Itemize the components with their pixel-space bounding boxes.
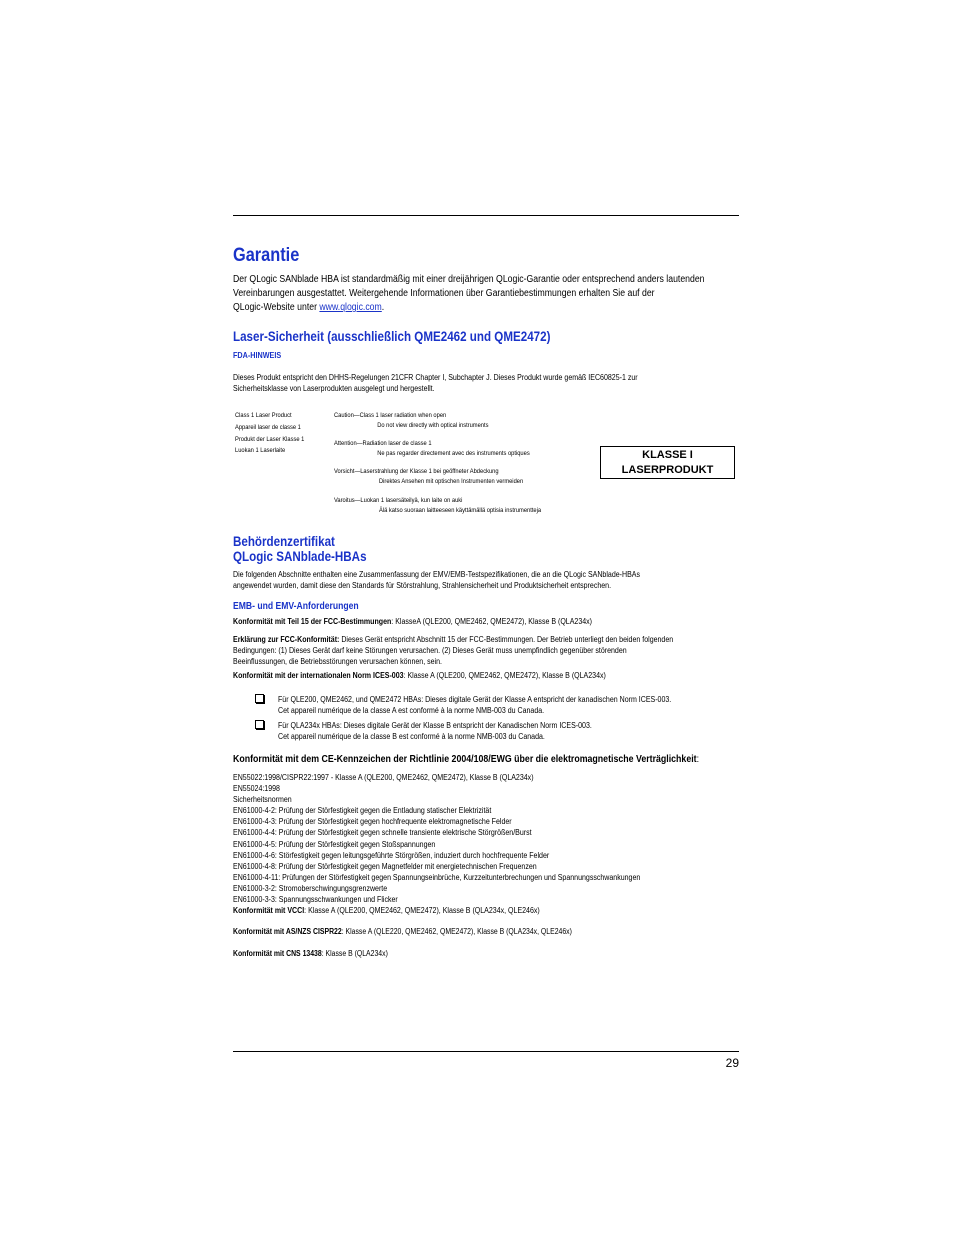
laser-warning-fr xyxy=(334,439,530,459)
laser-class-box-line: LASERPRODUKT xyxy=(621,464,714,476)
intro-suffix: . xyxy=(381,302,385,313)
laser-warning-en xyxy=(334,411,488,431)
en-standards-list xyxy=(233,772,640,916)
vcci-line xyxy=(233,905,640,916)
warning-title: Vorsicht—Laserstrahlung der Klasse 1 bei geöffneter Abdeckung xyxy=(334,468,499,475)
asnzs-text: : Klasse A (QLE220, QME2462, QME2472), Klasse B (QLA234x, QLE246x) xyxy=(341,927,572,936)
intro-paragraph xyxy=(233,273,705,315)
ices-label: Konformität mit der internationalen Norm ICES-003 xyxy=(233,671,404,680)
warning-title: Caution—Class 1 laser radiation when open xyxy=(334,412,447,419)
cns-line xyxy=(233,948,388,959)
laser-class-label: Produkt der Laser Klasse 1 xyxy=(235,435,305,443)
fcc-part15-label: Konformität mit Teil 15 der FCC-Bestimmungen xyxy=(233,617,392,626)
warning-title: Attention—Radiation laser de classe 1 xyxy=(334,440,432,447)
list-item xyxy=(278,694,671,716)
intro-line: Vereinbarungen ausgestattet. Weitergehende Informationen über Garantiebestimmungen erhalten Sie auf der xyxy=(233,288,655,299)
cns-label: Konformität mit CNS 13438 xyxy=(233,949,322,958)
checkbox-bullet-icon xyxy=(255,720,264,729)
asnzs-label: Konformität mit AS/NZS CISPR22 xyxy=(233,927,342,936)
page-title: Garantie xyxy=(233,245,300,266)
list-item-line: Cet appareil numérique de la classe B est conformé à la norme NMB-003 du Canada. xyxy=(278,732,545,741)
asnzs-line xyxy=(233,926,572,937)
ce-conformity-label: Konformität mit dem CE-Kennzeichen der Richtlinie 2004/108/EWG über die elektromagnetische Verträglichkeit xyxy=(233,754,697,765)
certification-heading-line: QLogic SANblade-HBAs xyxy=(233,549,367,564)
fda-notice-label: FDA-HINWEIS xyxy=(233,350,282,360)
laser-paragraph-line: Dieses Produkt entspricht den DHHS-Regelungen 21CFR Chapter I, Subchapter J. Dieses Produkt wurde gemäß IEC60825-1 zur xyxy=(233,373,638,382)
en-standard-line: EN61000-4-6: Störfestigkeit gegen leitungsgeführte Störgrößen, induziert durch hochfrequente Felder xyxy=(233,850,550,860)
en-standard-line: Sicherheitsnormen xyxy=(233,795,292,805)
list-item-line: Für QLE200, QME2462, und QME2472 HBAs: Dieses digitale Gerät der Klasse A entspricht der kanadischen Norm ICES-003. xyxy=(278,695,672,704)
fcc-declaration-text: Dieses Gerät entspricht Abschnitt 15 der FCC-Bestimmungen. Der Betrieb unterliegt den beiden folgenden xyxy=(339,635,674,644)
fcc-declaration-line: Bedingungen: (1) Dieses Gerät darf keine Störungen verursachen. (2) Dieses Gerät muss unempfindlich gegenüber störenden xyxy=(233,646,627,655)
fcc-declaration-label: Erklärung zur FCC-Konformität: xyxy=(233,635,340,644)
laser-paragraph-line: Sicherheitsklasse von Laserprodukten ausgelegt und hergestellt. xyxy=(233,384,435,393)
en-standard-line: EN61000-4-2: Prüfung der Störfestigkeit gegen die Entladung statischer Elektrizität xyxy=(233,806,492,816)
fcc-declaration xyxy=(233,634,673,667)
en-standard-line: EN55022:1998/CISPR22:1997 - Klasse A (QLE200, QME2462, QME2472), Klasse B (QLA234x) xyxy=(233,773,534,782)
list-item-line: Für QLA234x HBAs: Dieses digitale Gerät der Klasse B entspricht der Kanadischen Norm ICES-003. xyxy=(278,721,592,730)
en-standard-line: EN61000-4-11: Prüfungen der Störfestigkeit gegen Spannungseinbrüche, Kurzzeitunterbrechungen und Spannungsschwankungen xyxy=(233,872,641,882)
intro-line-last xyxy=(233,301,705,315)
en-standard-line: EN61000-3-3: Spannungsschwankungen und Flicker xyxy=(233,895,398,905)
bottom-rule xyxy=(233,1051,739,1052)
vcci-text: : Klasse A (QLE200, QME2462, QME2472), Klasse B (QLA234x, QLE246x) xyxy=(304,906,540,916)
certification-paragraph-line: Die folgenden Abschnitte enthalten eine Zusammenfassung der EMV/EMB-Testspezifikationen, die an die QLogic SANblade-HBAs xyxy=(233,570,640,579)
laser-paragraph xyxy=(233,372,638,394)
laser-warning-fi xyxy=(334,496,541,516)
laser-class-label: Luokan 1 Laserlaite xyxy=(235,447,286,455)
ices-line xyxy=(233,670,606,681)
certification-paragraph xyxy=(233,569,640,591)
en-standard-line: EN61000-4-4: Prüfung der Störfestigkeit gegen schnelle transiente elektrische Störgrößen/Burst xyxy=(233,828,532,838)
ce-conformity-suffix: : xyxy=(696,754,700,765)
laser-class-box-line: KLASSE I xyxy=(642,449,693,461)
warning-detail: Älä katso suoraan laitteeseen käyttämällä optisia instrumentteja xyxy=(379,507,542,514)
certification-heading-line: Behördenzertifikat xyxy=(233,534,335,549)
warning-detail: Direktes Ansehen mit optischen Instrumenten vermeiden xyxy=(379,478,524,485)
en-standard-line: EN61000-3-2: Stromoberschwingungsgrenzwerte xyxy=(233,883,388,893)
qlogic-website-link[interactable]: www.qlogic.com xyxy=(319,302,382,313)
warning-detail: Do not view directly with optical instruments xyxy=(377,422,489,429)
warning-detail: Ne pas regarder directement avec des instruments optiques xyxy=(377,450,530,457)
laser-class-box xyxy=(600,446,735,479)
ce-conformity-heading xyxy=(233,753,699,766)
list-item xyxy=(278,720,592,742)
en-standard-line: EN61000-4-8: Prüfung der Störfestigkeit gegen Magnetfelder mit energietechnischen Frequenzen xyxy=(233,861,537,871)
cns-text: : Klasse B (QLA234x) xyxy=(321,949,388,958)
en-standard-line: EN61000-4-5: Prüfung der Störfestigkeit gegen Stoßspannungen xyxy=(233,839,436,849)
certification-heading xyxy=(233,534,367,564)
vcci-label: Konformität mit VCCI xyxy=(233,906,305,916)
laser-class-label: Class 1 Laser Product xyxy=(235,412,292,419)
fcc-declaration-line: Beeinflussungen, die Betriebsstörungen verursachen können, sein. xyxy=(233,657,442,666)
fcc-part15-line xyxy=(233,616,592,627)
intro-prefix: QLogic-Website unter xyxy=(233,302,320,313)
warning-title: Varoitus—Luokan 1 lasersäteilyä, kun laite on auki xyxy=(334,497,463,504)
laser-warning-de xyxy=(334,467,523,487)
laser-class-labels xyxy=(235,410,304,457)
en-standard-line: EN61000-4-3: Prüfung der Störfestigkeit gegen hochfrequente elektromagnetische Felder xyxy=(233,817,512,827)
intro-line: Der QLogic SANblade HBA ist standardmäßig mit einer dreijährigen QLogic-Garantie oder entsprechend anders lautenden xyxy=(233,274,705,285)
fcc-declaration-line xyxy=(233,634,673,645)
fcc-part15-text: : KlasseA (QLE200, QME2462, QME2472), Klasse B (QLA234x) xyxy=(391,617,593,626)
laser-class-label: Appareil laser de classe 1 xyxy=(235,423,301,431)
ices-text: : Klasse A (QLE200, QME2462, QME2472), Klasse B (QLA234x) xyxy=(403,671,606,680)
checkbox-bullet-icon xyxy=(255,694,264,703)
laser-safety-heading: Laser-Sicherheit (ausschließlich QME2462 und QME2472) xyxy=(233,329,551,344)
top-rule xyxy=(233,215,739,216)
certification-paragraph-line: angewendet wurden, damit diese den Standards für Störstrahlung, Strahlensicherheit und Produktsicherheit entsprechen. xyxy=(233,581,612,590)
list-item-line: Cet appareil numérique de la classe A est conformé à la norme NMB-003 du Canada. xyxy=(278,706,545,715)
emc-requirements-heading: EMB- und EMV-Anforderungen xyxy=(233,601,359,612)
page-number: 29 xyxy=(725,1056,739,1070)
en-standard-line: EN55024:1998 xyxy=(233,784,280,794)
